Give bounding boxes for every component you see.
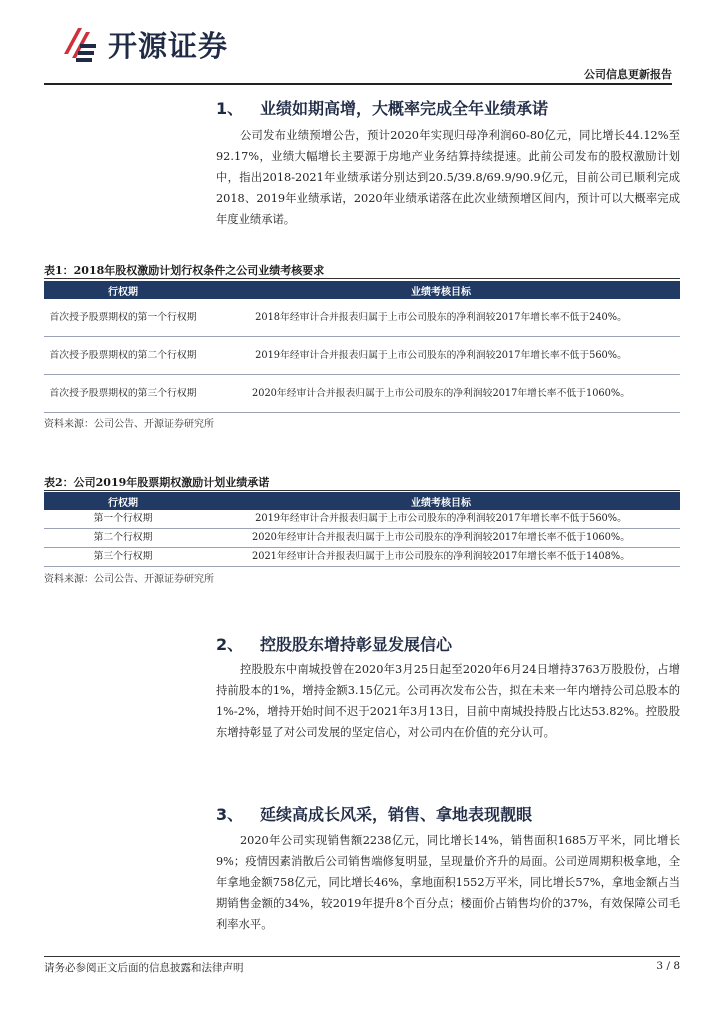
logo-text: 开源证券 bbox=[108, 29, 229, 63]
table-row bbox=[44, 510, 680, 529]
section-1-number: 1、 bbox=[216, 99, 244, 118]
footer-disclaimer: 请务必参阅正文后面的信息披露和法律声明 bbox=[44, 962, 244, 974]
table-row bbox=[44, 337, 680, 375]
table-2-caption: 表2：公司2019年股票期权激励计划业绩承诺 bbox=[44, 476, 270, 489]
section-1-body: 公司发布业绩预增公告，预计2020年实现归母净利润60-80亿元，同比增长44.12%至92.17%，业绩大幅增长主要源于房地产业务结算持续提速。此前公司发布的股权激励计划中，指出2018-2021年业绩承诺分别达到20.5/39.8/69.9/90.9亿元，目前公司已顺利完成2018、2019年业绩承诺，2020年业绩承诺落在此次业绩预增区间内，预计可以大概率完成年度业绩承诺。 bbox=[216, 129, 680, 226]
table-1 bbox=[44, 281, 680, 413]
section-3-number: 3、 bbox=[216, 805, 244, 824]
table-row bbox=[44, 375, 680, 413]
section-1-title: 业绩如期高增，大概率完成全年业绩承诺 bbox=[260, 99, 549, 118]
table-2-caption-rule bbox=[44, 490, 680, 491]
table-cell-target: 2019年经审计合并报表归属于上市公司股东的净利润较2017年增长率不低于560%。 bbox=[202, 510, 680, 529]
section-3-heading bbox=[216, 802, 532, 825]
table-1-header-period: 行权期 bbox=[44, 281, 202, 299]
table-1-source: 资料来源：公司公告、开源证券研究所 bbox=[44, 419, 214, 430]
section-2-body: 控股股东中南城投曾在2020年3月25日起至2020年6月24日增持3763万股股份，占增持前股本的1%，增持金额3.15亿元。公司再次发布公告，拟在未来一年内增持公司总股本的1%-2%，增持开始时间不迟于2021年3月13日，目前中南城投持股占比达53.82%。控股股东增持彰显了对公司发展的坚定信心，对公司内在价值的充分认可。 bbox=[216, 663, 680, 739]
table-row bbox=[44, 299, 680, 337]
report-type-label: 公司信息更新报告 bbox=[584, 68, 672, 81]
table-cell-period: 第一个行权期 bbox=[44, 510, 202, 529]
table-1-caption-rule bbox=[44, 278, 680, 279]
section-3-body: 2020年公司实现销售额2238亿元，同比增长14%，销售面积1685万平米，同比增长9%；疫情因素消散后公司销售端修复明显，呈现量价齐升的局面。公司逆周期积极拿地，全年拿地金额758亿元，同比增长46%，拿地面积1552万平米，同比增长57%，拿地金额占当期销售金额的34%，较2019年提升8个百分点；楼面价占销售均价的37%，有效保障公司毛利率水平。 bbox=[216, 834, 680, 931]
page-number: 3 / 8 bbox=[656, 960, 680, 972]
table-cell-target: 2020年经审计合并报表归属于上市公司股东的净利润较2017年增长率不低于1060%。 bbox=[202, 375, 680, 413]
table-1-header-target: 业绩考核目标 bbox=[202, 281, 680, 299]
table-cell-period: 首次授予股票期权的第二个行权期 bbox=[44, 337, 202, 375]
table-cell-period: 首次授予股票期权的第三个行权期 bbox=[44, 375, 202, 413]
table-cell-target: 2020年经审计合并报表归属于上市公司股东的净利润较2017年增长率不低于1060%。 bbox=[202, 529, 680, 548]
header-divider bbox=[44, 83, 672, 85]
table-2-header-period: 行权期 bbox=[44, 492, 202, 510]
table-2-source: 资料来源：公司公告、开源证券研究所 bbox=[44, 574, 214, 585]
table-cell-period: 第二个行权期 bbox=[44, 529, 202, 548]
table-cell-period: 首次授予股票期权的第一个行权期 bbox=[44, 299, 202, 337]
section-2-heading bbox=[216, 632, 452, 655]
table-cell-target: 2019年经审计合并报表归属于上市公司股东的净利润较2017年增长率不低于560%。 bbox=[202, 337, 680, 375]
table-cell-target: 2021年经审计合并报表归属于上市公司股东的净利润较2017年增长率不低于1408%。 bbox=[202, 548, 680, 567]
logo-mark-icon bbox=[58, 24, 100, 64]
table-2 bbox=[44, 492, 680, 567]
table-cell-period: 第三个行权期 bbox=[44, 548, 202, 567]
section-1-heading bbox=[216, 96, 548, 119]
table-row bbox=[44, 529, 680, 548]
section-2-number: 2、 bbox=[216, 635, 244, 654]
section-2-title: 控股股东增持彰显发展信心 bbox=[260, 635, 453, 654]
section-3-title: 延续高成长风采，销售、拿地表现靓眼 bbox=[260, 805, 533, 824]
table-row bbox=[44, 548, 680, 567]
table-1-caption: 表1：2018年股权激励计划行权条件之公司业绩考核要求 bbox=[44, 264, 325, 277]
table-cell-target: 2018年经审计合并报表归属于上市公司股东的净利润较2017年增长率不低于240%。 bbox=[202, 299, 680, 337]
company-logo bbox=[58, 22, 258, 68]
table-2-header-target: 业绩考核目标 bbox=[202, 492, 680, 510]
footer-divider bbox=[44, 956, 680, 957]
